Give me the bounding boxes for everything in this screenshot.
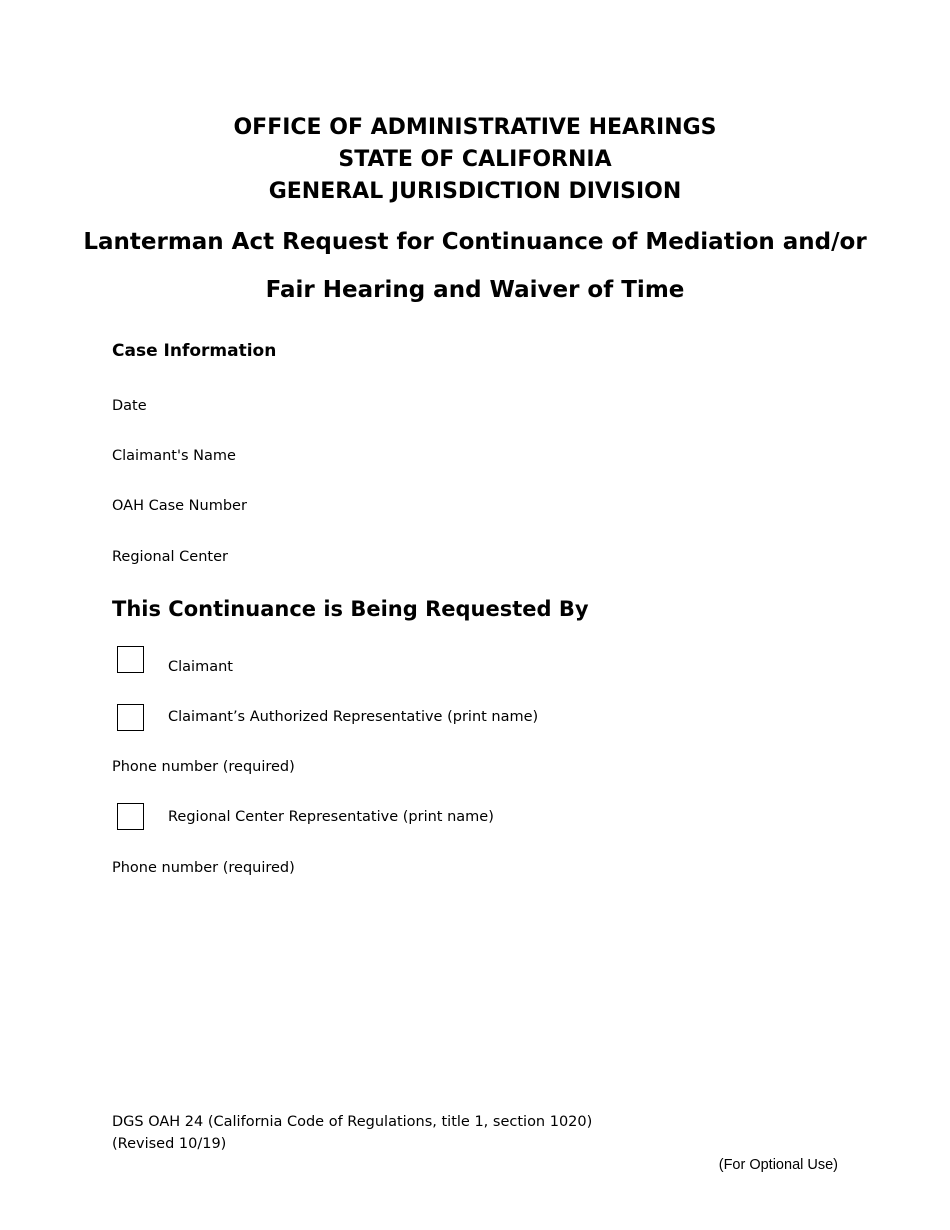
requested-by-heading: This Continuance is Being Requested By [112, 597, 589, 621]
regional-center-representative-label[interactable]: Regional Center Representative (print name) [168, 809, 494, 825]
regional-center-field-label[interactable]: Regional Center [112, 549, 228, 565]
authorized-representative-phone-label[interactable]: Phone number (required) [112, 759, 295, 775]
optional-use-note: (For Optional Use) [718, 1157, 838, 1173]
claimant-name-field-label[interactable]: Claimant's Name [112, 448, 236, 464]
authorized-representative-checkbox[interactable] [117, 704, 144, 731]
claimant-checkbox[interactable] [117, 646, 144, 673]
authorized-representative-label[interactable]: Claimant’s Authorized Representative (print name) [168, 709, 539, 725]
form-title-line-1: Lanterman Act Request for Continuance of Mediation and/or [83, 229, 867, 255]
claimant-checkbox-label: Claimant [168, 659, 233, 675]
header-state-name: STATE OF CALIFORNIA [338, 147, 612, 172]
regional-center-representative-checkbox[interactable] [117, 803, 144, 830]
form-identifier: DGS OAH 24 (California Code of Regulations, title 1, section 1020) [112, 1114, 593, 1130]
revision-date: (Revised 10/19) [112, 1136, 227, 1152]
regional-center-representative-phone-label[interactable]: Phone number (required) [112, 860, 295, 876]
date-field-label[interactable]: Date [112, 398, 147, 414]
case-information-heading: Case Information [112, 341, 277, 361]
oah-case-number-field-label[interactable]: OAH Case Number [112, 498, 247, 514]
header-division-name: GENERAL JURISDICTION DIVISION [268, 179, 682, 204]
header-office-name: OFFICE OF ADMINISTRATIVE HEARINGS [233, 115, 717, 140]
form-title-line-2: Fair Hearing and Waiver of Time [265, 277, 685, 303]
